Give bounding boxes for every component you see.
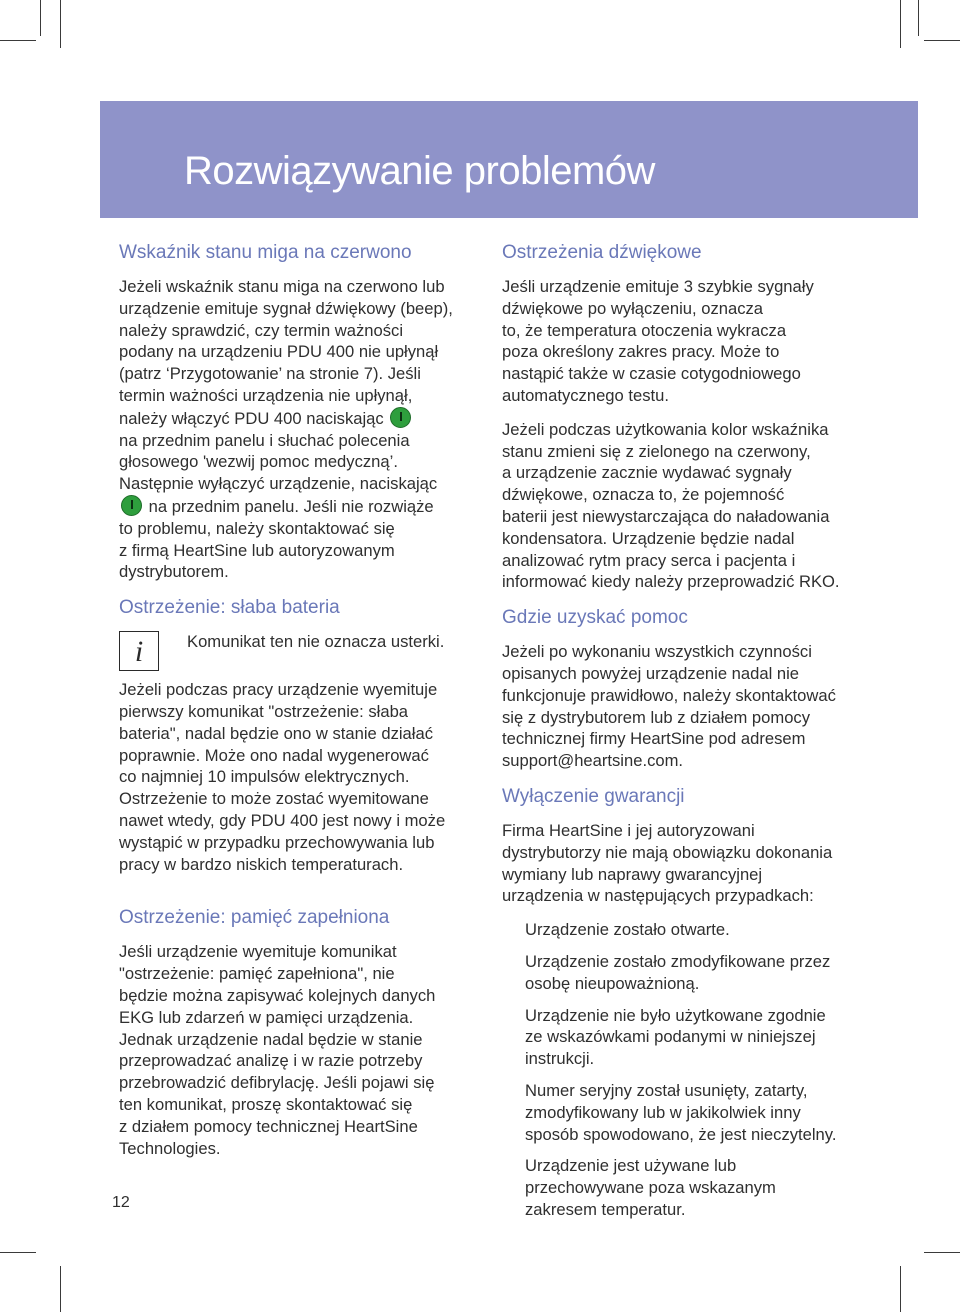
- text-line: nastąpić także w czasie cotygodniowego: [502, 364, 801, 384]
- text-line: przebrowadzić defibrylację. Jeśli pojawi się: [119, 1073, 435, 1093]
- text-line: urządzenia w następujących przypadkach:: [502, 886, 814, 906]
- text-line: sposób spowodowano, że jest nieczytelny.: [525, 1124, 837, 1144]
- section-audio-warnings: [502, 240, 874, 593]
- support-email[interactable]: support@heartsine.com.: [502, 751, 684, 771]
- header-banner: [100, 101, 918, 218]
- text-line: poprawnie. Może ono nadal wygenerować: [119, 745, 429, 765]
- text-line: Urządzenie zostało otwarte.: [525, 920, 730, 940]
- section-heading: Wyłączenie gwarancji: [502, 785, 685, 807]
- text-line: analizować rytm pracy serca i pacjenta i: [502, 550, 796, 570]
- section-where-to-get-help: [502, 605, 874, 772]
- text-line: Firma HeartSine i jej autoryzowani: [502, 820, 755, 840]
- list-item: [525, 1080, 874, 1145]
- text-line: dźwiękowe po wyłączeniu, oznacza: [502, 298, 764, 318]
- text-line: Numer seryjny został usunięty, zatarty,: [525, 1080, 808, 1100]
- text-line: EKG lub zdarzeń w pamięci urządzenia.: [119, 1007, 414, 1027]
- text-line: Jeżeli podczas pracy urządzenie wyemituje: [119, 680, 438, 700]
- crop-mark: [924, 40, 960, 41]
- crop-mark: [40, 0, 41, 36]
- text-line: urządzenie emituje sygnał dźwiękowy (beep),: [119, 298, 453, 318]
- text-line: wystąpić w przypadku przechowywania lub: [119, 832, 435, 852]
- body-text: [119, 679, 481, 875]
- list-item: [525, 1005, 874, 1070]
- crop-mark: [924, 1252, 960, 1253]
- list-item: [525, 919, 874, 941]
- text-fragment: na przednim panelu. Jeśli nie rozwiąże: [148, 496, 434, 516]
- text-line: informować kiedy należy przeprowadzić RKO.: [502, 572, 840, 592]
- text-line: Jeśli urządzenie wyemituje komunikat: [119, 942, 397, 962]
- text-line: będzie można zapisywać kolejnych danych: [119, 985, 436, 1005]
- text-line: przechowywane poza wskazanym: [525, 1178, 776, 1198]
- text-line: Urządzenie jest używane lub: [525, 1156, 737, 1176]
- text-line: należy sprawdzić, czy termin ważności: [119, 320, 404, 340]
- text-line: z firmą HeartSine lub autoryzowanym: [119, 540, 395, 560]
- text-line: ze wskazówkami podanymi w niniejszej: [525, 1027, 816, 1047]
- power-button-icon: [390, 407, 411, 428]
- text-line: Technologies.: [119, 1138, 221, 1158]
- section-heading: Wskaźnik stanu miga na czerwono: [119, 242, 412, 263]
- text-line: (patrz ‘Przygotowanie’ na stronie 7). Jeśli: [119, 364, 421, 384]
- text-line: technicznej firmy HeartSine pod adresem: [502, 729, 806, 749]
- section-memory-full: [119, 905, 481, 1159]
- text-line: [119, 407, 481, 430]
- left-column: [119, 240, 481, 1159]
- text-line: dystrybutorzy nie mają obowiązku dokonania: [502, 842, 833, 862]
- power-button-icon: [121, 495, 142, 516]
- crop-mark: [900, 1266, 901, 1312]
- right-column: [502, 240, 874, 1231]
- section-status-blinking-red: [119, 240, 481, 583]
- text-line: przeprowadzać analizę i w razie potrzeby: [119, 1051, 423, 1071]
- text-line: a urządzenie zacznie wydawać sygnały: [502, 463, 792, 483]
- text-line: zakresem temperatur.: [525, 1199, 686, 1219]
- text-line: Następnie wyłączyć urządzenie, naciskając: [119, 474, 438, 494]
- text-line: Ostrzeżenie to może zostać wyemitowane: [119, 789, 429, 809]
- text-line: Urządzenie nie było użytkowane zgodnie: [525, 1005, 826, 1025]
- body-text: [502, 276, 874, 407]
- info-icon: [119, 631, 159, 671]
- crop-mark: [60, 1266, 61, 1312]
- text-line: to problemu, należy skontaktować się: [119, 518, 395, 538]
- text-line: stanu zmieni się z zielonego na czerwony,: [502, 441, 811, 461]
- text-line: Jednak urządzenie nadal będzie w stanie: [119, 1029, 423, 1049]
- page-title: Rozwiązywanie problemów: [184, 149, 655, 193]
- text-line: instrukcji.: [525, 1049, 595, 1069]
- text-line: Urządzenie zostało zmodyfikowane przez: [525, 951, 831, 971]
- list-item: [525, 1155, 874, 1220]
- text-line: ten komunikat, proszę skontaktować się: [119, 1094, 413, 1114]
- text-line: zmodyfikowany lub w jakikolwiek inny: [525, 1102, 801, 1122]
- text-line: dystrybutorem.: [119, 562, 229, 582]
- text-line: Jeżeli podczas użytkowania kolor wskaźnika: [502, 419, 829, 439]
- body-text: [119, 276, 481, 583]
- crop-mark: [0, 1252, 36, 1253]
- text-line: kondensatora. Urządzenie będzie nadal: [502, 528, 795, 548]
- section-heading: Ostrzeżenie: pamięć zapełniona: [119, 907, 390, 929]
- text-line: opisanych powyżej urządzenie nadal nie: [502, 663, 800, 683]
- info-note-text: Komunikat ten nie oznacza usterki.: [187, 632, 445, 652]
- text-line: [119, 495, 481, 518]
- text-line: funkcjonuje prawidłowo, należy skontaktować: [502, 685, 836, 705]
- text-line: "ostrzeżenie: pamięć zapełniona", nie: [119, 964, 395, 984]
- text-line: podany na urządzeniu PDU 400 nie upłynął: [119, 342, 439, 362]
- crop-mark: [900, 0, 901, 48]
- text-line: na przednim panelu i słuchać polecenia: [119, 430, 410, 450]
- crop-mark: [60, 0, 61, 48]
- section-warranty-exclusion: [502, 784, 874, 1221]
- text-line: z działem pomocy technicznej HeartSine: [119, 1116, 418, 1136]
- text-fragment: należy włączyć PDU 400 naciskając: [119, 408, 384, 428]
- text-line: Jeśli urządzenie emituje 3 szybkie sygnały: [502, 277, 814, 296]
- list-item: [525, 951, 874, 995]
- text-line: osobę nieupoważnioną.: [525, 973, 700, 993]
- text-line: głosowego 'wezwij pomoc medyczną’.: [119, 452, 398, 472]
- text-line: pierwszy komunikat "ostrzeżenie: słaba: [119, 701, 409, 721]
- text-line: bateria", nadal będzie ono w stanie działać: [119, 723, 434, 743]
- info-note: [119, 631, 481, 673]
- text-line: dźwiękowe, oznacza to, że pojemność: [502, 485, 785, 505]
- text-line: Jeżeli po wykonaniu wszystkich czynności: [502, 642, 812, 662]
- body-text: [119, 941, 481, 1159]
- text-line: wymiany lub naprawy gwarancyjnej: [502, 864, 763, 884]
- text-line: to, że temperatura otoczenia wykracza: [502, 320, 787, 340]
- body-text: [502, 820, 874, 907]
- page-number: 12: [112, 1194, 130, 1211]
- section-low-battery: [119, 595, 481, 875]
- crop-mark: [918, 0, 919, 36]
- section-heading: Ostrzeżenie: słaba bateria: [119, 597, 340, 619]
- text-line: Jeżeli wskaźnik stanu miga na czerwono lub: [119, 277, 445, 296]
- text-line: nawet wtedy, gdy PDU 400 jest nowy i może: [119, 810, 446, 830]
- text-line: co najmniej 10 impulsów elektrycznych.: [119, 767, 410, 787]
- crop-mark: [0, 40, 36, 41]
- section-heading: Gdzie uzyskać pomoc: [502, 607, 688, 629]
- text-line: się z dystrybutorem lub z działem pomocy: [502, 707, 811, 727]
- text-line: poza określony zakres pracy. Może to: [502, 342, 780, 362]
- section-heading: Ostrzeżenia dźwiękowe: [502, 242, 702, 263]
- text-line: pracy w bardzo niskich temperaturach.: [119, 854, 404, 874]
- text-line: baterii jest niewystarczająca do naładowania: [502, 506, 830, 526]
- info-glyph: i: [134, 635, 144, 669]
- body-text: [502, 641, 874, 772]
- text-line: automatycznego testu.: [502, 385, 669, 405]
- text-line: termin ważności urządzenia nie upłynął,: [119, 385, 413, 405]
- body-text: [502, 419, 874, 593]
